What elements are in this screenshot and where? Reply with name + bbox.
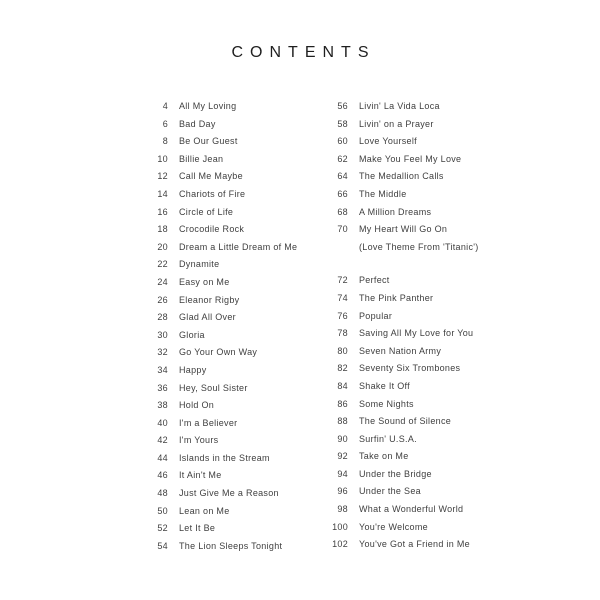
song-title: Billie Jean <box>179 153 224 164</box>
toc-entry <box>320 151 560 169</box>
toc-entry <box>140 309 320 327</box>
toc-entry <box>140 292 320 310</box>
song-page-number: 78 <box>337 328 348 339</box>
song-page-number: 94 <box>337 468 348 479</box>
song-text <box>359 221 479 255</box>
song-page-number: 82 <box>337 363 348 374</box>
song-title: Under the Sea <box>359 486 421 497</box>
song-page-number: 64 <box>337 171 348 182</box>
toc-column-right <box>320 98 560 555</box>
song-title: Take on Me <box>359 451 409 462</box>
toc-entry <box>320 116 560 134</box>
song-page-number: 10 <box>157 153 168 164</box>
song-title: Let It Be <box>179 523 216 534</box>
song-page-number: 30 <box>157 329 168 340</box>
toc-entry <box>320 396 560 414</box>
song-text <box>359 98 440 116</box>
song-title: What a Wonderful World <box>359 504 464 515</box>
toc-entry <box>140 380 320 398</box>
toc-entry <box>140 221 320 239</box>
song-text <box>179 538 282 556</box>
song-title: A Million Dreams <box>359 206 432 217</box>
song-text <box>179 380 248 398</box>
song-page-number: 26 <box>157 294 168 305</box>
song-page-number: 96 <box>337 486 348 497</box>
toc-entry <box>140 151 320 169</box>
song-text <box>179 362 207 380</box>
song-page-number: 6 <box>162 118 168 129</box>
song-text <box>359 290 433 308</box>
song-title: Easy on Me <box>179 276 230 287</box>
toc-entry <box>140 450 320 468</box>
song-page-number: 50 <box>157 505 168 516</box>
song-text <box>179 503 230 521</box>
song-text <box>359 396 414 414</box>
toc-entry <box>140 327 320 345</box>
song-title: Dream a Little Dream of Me <box>179 241 298 252</box>
song-title: Call Me Maybe <box>179 171 243 182</box>
toc-entry <box>140 344 320 362</box>
song-title: Gloria <box>179 329 205 340</box>
song-page-number: 8 <box>162 136 168 147</box>
song-text <box>179 397 214 415</box>
page-title: CONTENTS <box>231 44 376 61</box>
song-text <box>359 431 417 449</box>
song-title: I'm Yours <box>179 435 219 446</box>
song-title: Saving All My Love for You <box>359 328 474 339</box>
toc-columns <box>140 98 600 555</box>
song-title: Bad Day <box>179 118 216 129</box>
song-text <box>179 309 236 327</box>
toc-entry <box>140 485 320 503</box>
song-title: You've Got a Friend in Me <box>359 539 470 550</box>
song-page-number: 42 <box>157 435 168 446</box>
song-title: Perfect <box>359 275 390 286</box>
toc-entry <box>320 448 560 466</box>
song-title: Islands in the Stream <box>179 452 270 463</box>
song-title: The Sound of Silence <box>359 416 452 427</box>
song-page-number: 102 <box>332 539 348 550</box>
song-title: Hey, Soul Sister <box>179 382 248 393</box>
song-title: Seven Nation Army <box>359 345 442 356</box>
song-title: Seventy Six Trombones <box>359 363 461 374</box>
song-text <box>359 483 421 501</box>
toc-entry <box>140 520 320 538</box>
toc-entry <box>140 538 320 556</box>
toc-entry <box>140 432 320 450</box>
song-page-number: 70 <box>337 224 348 235</box>
song-text <box>179 133 238 151</box>
toc-entry <box>320 221 560 255</box>
toc-entry <box>140 98 320 116</box>
song-page-number: 16 <box>157 206 168 217</box>
song-title: Circle of Life <box>179 206 234 217</box>
song-page-number: 22 <box>157 259 168 270</box>
song-text <box>359 501 463 519</box>
song-title: Make You Feel My Love <box>359 153 462 164</box>
song-text <box>179 432 218 450</box>
song-page-number: 40 <box>157 417 168 428</box>
song-text <box>359 133 417 151</box>
toc-entry <box>320 168 560 186</box>
song-title: The Middle <box>359 188 407 199</box>
toc-entry <box>320 343 560 361</box>
toc-entry <box>140 186 320 204</box>
song-title: My Heart Will Go On <box>359 224 448 235</box>
song-text <box>179 221 244 239</box>
song-title: Hold On <box>179 400 215 411</box>
song-page-number: 12 <box>157 171 168 182</box>
song-title: All My Loving <box>179 101 237 111</box>
song-text <box>179 292 239 310</box>
song-page-number: 14 <box>157 188 168 199</box>
toc-entry <box>320 536 560 554</box>
toc-entry <box>140 467 320 485</box>
song-text <box>359 360 460 378</box>
toc-entry <box>140 239 320 257</box>
toc-entry <box>320 431 560 449</box>
toc-entry <box>140 133 320 151</box>
song-text <box>179 204 233 222</box>
song-title: Livin' La Vida Loca <box>359 101 440 111</box>
toc-entry <box>320 290 560 308</box>
song-page-number: 34 <box>157 364 168 375</box>
song-text <box>179 168 243 186</box>
song-title: It Ain't Me <box>179 470 222 481</box>
toc-entry <box>320 360 560 378</box>
toc-entry <box>320 98 560 116</box>
song-text <box>179 116 216 134</box>
song-page-number: 86 <box>337 398 348 409</box>
toc-entry <box>140 256 320 274</box>
song-text <box>359 116 434 134</box>
toc-entry <box>320 483 560 501</box>
song-title: Popular <box>359 310 393 321</box>
song-title: Dynamite <box>179 259 220 270</box>
song-page-number: 44 <box>157 452 168 463</box>
song-page-number: 46 <box>157 470 168 481</box>
song-page-number: 58 <box>337 118 348 129</box>
song-title: The Pink Panther <box>359 292 434 303</box>
song-title: Surfin' U.S.A. <box>359 433 417 444</box>
song-page-number: 72 <box>337 275 348 286</box>
song-title: Just Give Me a Reason <box>179 488 279 499</box>
song-text <box>359 204 431 222</box>
song-text <box>359 466 432 484</box>
toc-entry <box>140 204 320 222</box>
song-title: Crocodile Rock <box>179 224 245 235</box>
song-title: You're Welcome <box>359 521 428 532</box>
song-page-number: 18 <box>157 224 168 235</box>
song-page-number: 76 <box>337 310 348 321</box>
song-text <box>359 413 451 431</box>
song-text <box>179 239 297 257</box>
song-text <box>179 344 257 362</box>
toc-entry <box>140 362 320 380</box>
toc-entry <box>320 272 560 290</box>
song-text <box>179 151 223 169</box>
song-title: The Medallion Calls <box>359 171 444 182</box>
song-text <box>359 536 470 554</box>
song-text <box>179 256 219 274</box>
song-page-number: 32 <box>157 347 168 358</box>
song-text <box>179 274 230 292</box>
song-title: Go Your Own Way <box>179 347 258 358</box>
toc-entry <box>140 415 320 433</box>
song-page-number: 100 <box>332 521 348 532</box>
song-page-number: 88 <box>337 416 348 427</box>
song-title: Some Nights <box>359 398 414 409</box>
song-subtitle: (Love Theme From 'Titanic') <box>359 242 479 253</box>
song-text <box>179 485 279 503</box>
song-title: The Lion Sleeps Tonight <box>179 540 283 551</box>
toc-entry <box>140 116 320 134</box>
song-text <box>359 186 407 204</box>
song-text <box>359 448 409 466</box>
song-page-number: 60 <box>337 136 348 147</box>
song-text <box>179 520 215 538</box>
song-page-number: 80 <box>337 345 348 356</box>
toc-entry <box>320 378 560 396</box>
song-title: Be Our Guest <box>179 136 238 147</box>
song-page-number: 98 <box>337 504 348 515</box>
toc-entry <box>320 501 560 519</box>
song-title: Love Yourself <box>359 136 417 147</box>
song-title: Chariots of Fire <box>179 188 246 199</box>
song-text <box>359 168 444 186</box>
song-page-number: 28 <box>157 312 168 323</box>
song-title: Happy <box>179 364 207 375</box>
song-text <box>359 325 473 343</box>
toc-entry <box>320 308 560 326</box>
song-page-number: 68 <box>337 206 348 217</box>
song-page-number: 74 <box>337 292 348 303</box>
song-title: Eleanor Rigby <box>179 294 240 305</box>
song-page-number: 20 <box>157 241 168 252</box>
song-page-number: 56 <box>337 101 348 111</box>
song-page-number: 38 <box>157 400 168 411</box>
song-text <box>359 343 441 361</box>
song-title: Glad All Over <box>179 312 236 323</box>
song-page-number: 90 <box>337 433 348 444</box>
song-title: Shake It Off <box>359 380 410 391</box>
song-text <box>179 186 245 204</box>
song-text <box>359 378 410 396</box>
song-title: Livin' on a Prayer <box>359 118 434 129</box>
song-title: I'm a Believer <box>179 417 238 428</box>
toc-column-left <box>140 98 320 555</box>
song-page-number: 52 <box>157 523 168 534</box>
toc-entry <box>140 397 320 415</box>
toc-entry <box>320 466 560 484</box>
song-text <box>179 415 237 433</box>
song-title: Under the Bridge <box>359 468 432 479</box>
toc-entry <box>140 274 320 292</box>
toc-entry <box>320 519 560 537</box>
song-page-number: 62 <box>337 153 348 164</box>
song-text <box>179 327 205 345</box>
toc-entry <box>320 413 560 431</box>
toc-entry <box>140 168 320 186</box>
toc-entry <box>140 503 320 521</box>
song-title: Lean on Me <box>179 505 230 516</box>
song-text <box>359 272 390 290</box>
song-text <box>359 151 461 169</box>
song-page-number: 4 <box>162 101 168 111</box>
song-page-number: 36 <box>157 382 168 393</box>
song-text <box>359 519 428 537</box>
toc-entry <box>320 133 560 151</box>
toc-entry <box>320 325 560 343</box>
song-page-number: 54 <box>157 540 168 551</box>
song-page-number: 24 <box>157 276 168 287</box>
song-text <box>179 450 270 468</box>
toc-entry <box>320 186 560 204</box>
song-text <box>179 98 236 116</box>
song-text <box>359 308 392 326</box>
song-page-number: 92 <box>337 451 348 462</box>
song-page-number: 84 <box>337 380 348 391</box>
toc-entry <box>320 204 560 222</box>
song-page-number: 48 <box>157 488 168 499</box>
song-text <box>179 467 222 485</box>
song-page-number: 66 <box>337 188 348 199</box>
